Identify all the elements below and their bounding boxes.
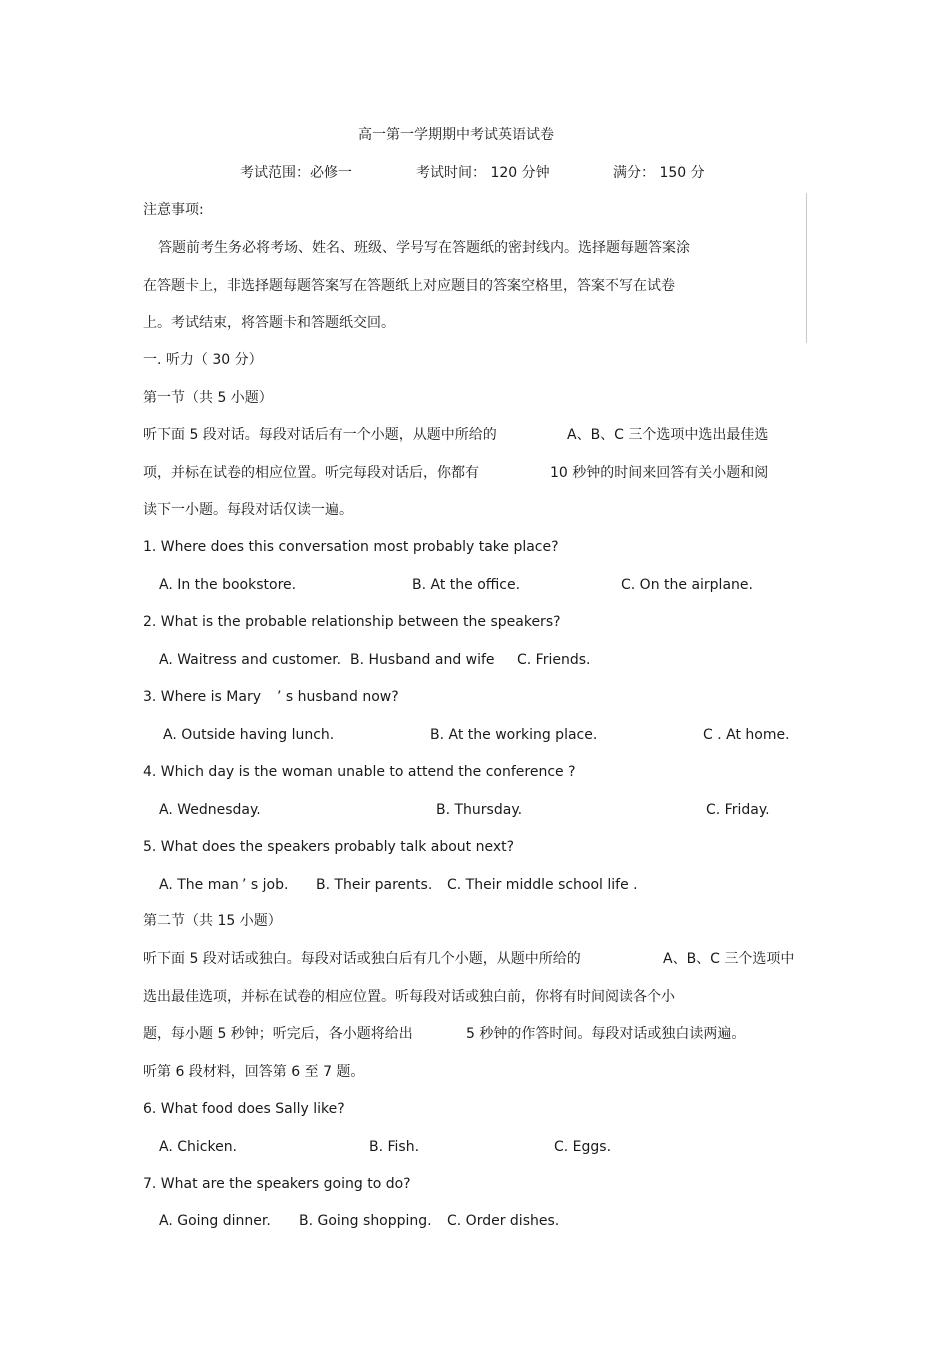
exam-title: 高一第一学期期中考试英语试卷 xyxy=(358,127,554,143)
question-5: 5. What does the speakers probably talk about next? xyxy=(143,839,515,855)
section2-heading: 第二节（共 15 小题） xyxy=(143,913,282,929)
notice-heading: 注意事项: xyxy=(143,202,204,218)
section1-instructions-3: 读下一小题。每段对话仅读一遍。 xyxy=(143,502,353,518)
question-7-option-c: C. Order dishes. xyxy=(447,1213,560,1229)
question-5-option-c: C. Their middle school life . xyxy=(447,877,638,893)
notice-border-line xyxy=(806,193,807,343)
question-4: 4. Which day is the woman unable to attend the conference ? xyxy=(143,764,576,780)
question-5-option-a-part-b: ’ s job. xyxy=(242,877,289,893)
question-4-option-a: A. Wednesday. xyxy=(159,802,261,818)
question-2: 2. What is the probable relationship between the speakers? xyxy=(143,614,561,630)
question-3-part-a: 3. Where is Mary xyxy=(143,689,261,705)
question-3-option-b: B. At the working place. xyxy=(430,727,598,743)
question-7-option-a: A. Going dinner. xyxy=(159,1213,271,1229)
section1-instructions-1b: A、B、C 三个选项中选出最佳选 xyxy=(567,427,769,443)
section1-instructions-1a: 听下面 5 段对话。每段对话后有一个小题，从题中所给的 xyxy=(143,427,497,443)
exam-score: 满分： 150 分 xyxy=(613,165,705,181)
question-3-option-c: C . At home. xyxy=(703,727,790,743)
notice-line-1: 答题前考生务必将考场、姓名、班级、学号写在答题纸的密封线内。选择题每题答案涂 xyxy=(158,240,690,256)
question-2-option-c: C. Friends. xyxy=(517,652,591,668)
question-6-option-b: B. Fish. xyxy=(369,1139,420,1155)
question-6: 6. What food does Sally like? xyxy=(143,1101,345,1117)
section1-instructions-2b: 10 秒钟的时间来回答有关小题和阅 xyxy=(550,465,769,481)
section2-instructions-3b: 5 秒钟的作答时间。每段对话或独白读两遍。 xyxy=(466,1026,746,1042)
passage-6-note: 听第 6 段材料，回答第 6 至 7 题。 xyxy=(143,1064,365,1080)
question-1: 1. Where does this conversation most probably take place? xyxy=(143,539,559,555)
question-1-option-b: B. At the office. xyxy=(412,577,521,593)
question-6-option-a: A. Chicken. xyxy=(159,1139,238,1155)
question-2-option-b: B. Husband and wife xyxy=(350,652,495,668)
section2-instructions-2: 选出最佳选项，并标在试卷的相应位置。听每段对话或独白前，你将有时间阅读各个小 xyxy=(143,989,675,1005)
question-3-part-b: ’ s husband now? xyxy=(277,689,399,705)
question-6-option-c: C. Eggs. xyxy=(554,1139,612,1155)
section2-instructions-1b: A、B、C 三个选项中 xyxy=(663,951,795,967)
section1-heading: 第一节（共 5 小题） xyxy=(143,390,273,406)
part1-heading: 一. 听力（ 30 分） xyxy=(143,352,263,368)
question-7-option-b: B. Going shopping. xyxy=(299,1213,432,1229)
question-3-option-a: A. Outside having lunch. xyxy=(163,727,335,743)
question-2-option-a: A. Waitress and customer. xyxy=(159,652,342,668)
question-1-option-c: C. On the airplane. xyxy=(621,577,753,593)
section1-instructions-2a: 项，并标在试卷的相应位置。听完每段对话后，你都有 xyxy=(143,465,479,481)
question-4-option-c: C. Friday. xyxy=(706,802,770,818)
question-4-option-b: B. Thursday. xyxy=(436,802,523,818)
section2-instructions-3a: 题，每小题 5 秒钟；听完后，各小题将给出 xyxy=(143,1026,413,1042)
notice-line-3: 上。考试结束，将答题卡和答题纸交回。 xyxy=(143,315,395,331)
exam-time: 考试时间： 120 分钟 xyxy=(416,165,550,181)
question-5-option-a-part-a: A. The man xyxy=(159,877,239,893)
notice-line-2: 在答题卡上，非选择题每题答案写在答题纸上对应题目的答案空格里，答案不写在试卷 xyxy=(143,278,675,294)
question-7: 7. What are the speakers going to do? xyxy=(143,1176,411,1192)
exam-scope: 考试范围：必修一 xyxy=(240,165,352,181)
section2-instructions-1a: 听下面 5 段对话或独白。每段对话或独白后有几个小题，从题中所给的 xyxy=(143,951,581,967)
question-1-option-a: A. In the bookstore. xyxy=(159,577,297,593)
question-5-option-b: B. Their parents. xyxy=(316,877,433,893)
